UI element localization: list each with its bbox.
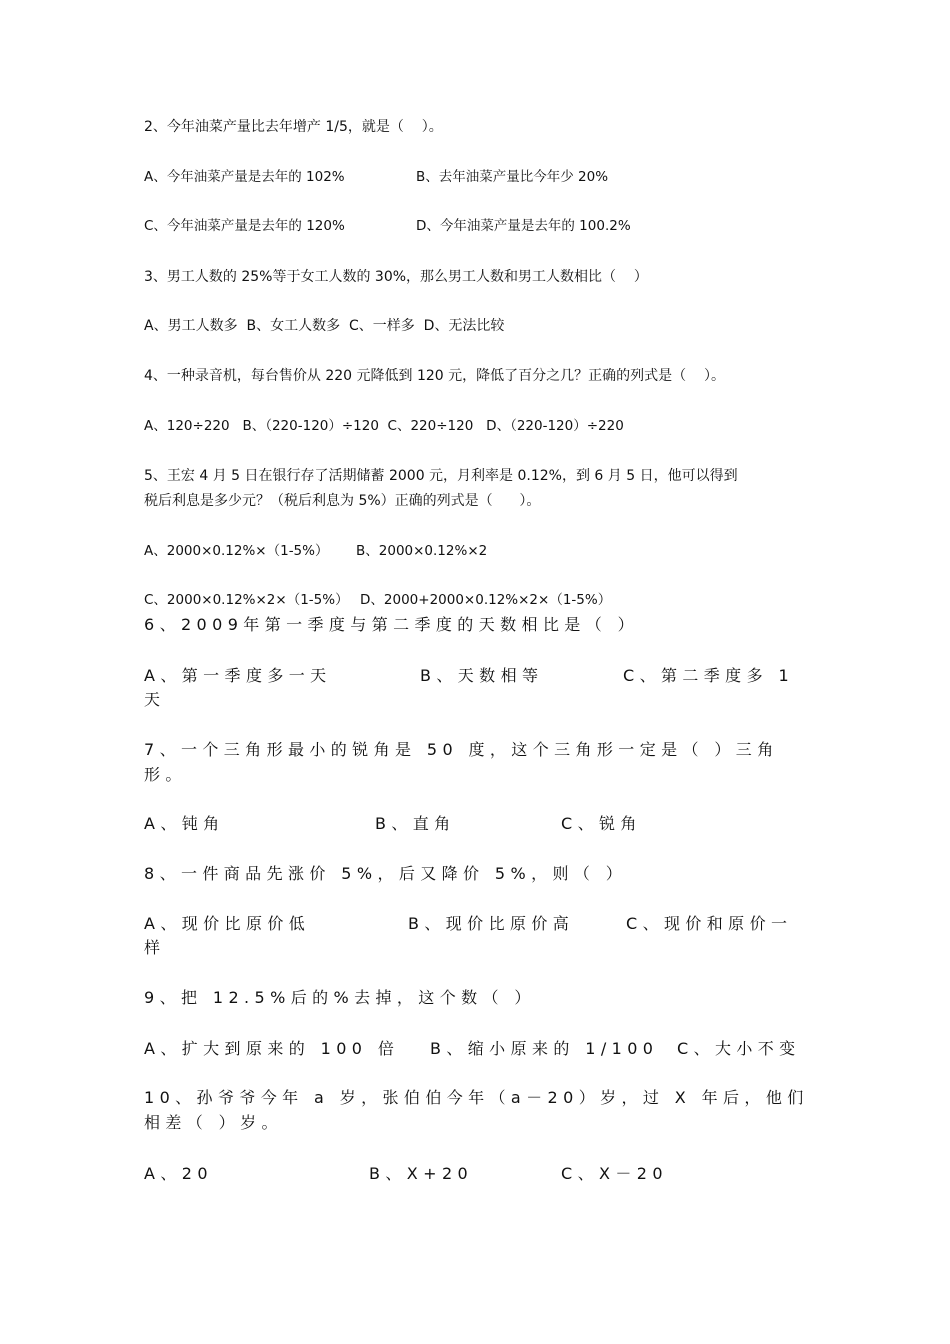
question-7-option-a: A、钝角 (144, 814, 225, 833)
question-6-option-a: A、第一季度多一天 (144, 666, 332, 685)
question-8-option-a: A、现价比原价低 (144, 914, 311, 933)
question-2: 2、今年油菜产量比去年增产 1/5，就是（ ）。 (144, 119, 443, 135)
question-7-option-b: B、直角 (375, 814, 456, 833)
question-10-option-b: B、X+20 (369, 1164, 474, 1183)
question-8-option-c-continued: 样 (144, 938, 166, 957)
question-4: 4、一种录音机，每台售价从 220 元降低到 120 元，降低了百分之几？正确的列式是（ ）。 (144, 368, 725, 384)
question-7-option-c: C、锐角 (561, 814, 642, 833)
question-2-option-c: C、今年油菜产量是去年的 120% (144, 218, 345, 234)
question-10-line-1: 10、孙爷爷今年 a 岁，张伯伯今年（a－20）岁，过 X 年后，他们 (144, 1088, 809, 1107)
question-9-option-b: B、缩小原来的 1/100 (430, 1039, 659, 1058)
question-5-line-2: 税后利息是多少元？（税后利息为 5%）正确的列式是（ ）。 (144, 493, 541, 509)
question-10-option-c: C、X－20 (561, 1164, 668, 1183)
question-2-option-a: A、今年油菜产量是去年的 102% (144, 169, 345, 185)
question-8-option-b: B、现价比原价高 (408, 914, 575, 933)
question-5-line-1: 5、王宏 4 月 5 日在银行存了活期储蓄 2000 元，月利率是 0.12%，到 6 月 5 日，他可以得到 (144, 468, 738, 484)
question-9-option-a: A、扩大到原来的 100 倍 (144, 1039, 400, 1058)
question-3: 3、男工人数的 25%等于女工人数的 30%，那么男工人数和男工人数相比（ ） (144, 269, 648, 285)
question-9: 9、把 12.5%后的%去掉，这个数（ ） (144, 988, 536, 1007)
question-10-line-2: 相差（ ）岁。 (144, 1113, 283, 1132)
question-2-option-b: B、去年油菜产量比今年少 20% (416, 169, 609, 185)
question-7-line-2: 形。 (144, 765, 187, 784)
question-4-options: A、120÷220 B、（220-120）÷120 C、220÷120 D、（220-120）÷220 (144, 418, 624, 434)
question-5-option-d: D、2000+2000×0.12%×2×（1-5%） (360, 592, 612, 608)
question-6-option-c: C、第二季度多 1 (623, 666, 795, 685)
question-2-option-d: D、今年油菜产量是去年的 100.2% (416, 218, 631, 234)
question-5-option-a: A、2000×0.12%×（1-5%） (144, 543, 329, 559)
question-3-options: A、男工人数多 B、女工人数多 C、一样多 D、无法比较 (144, 318, 505, 334)
question-8-option-c: C、现价和原价一 (626, 914, 793, 933)
question-8: 8、一件商品先涨价 5%，后又降价 5%，则（ ） (144, 864, 628, 883)
question-10-option-a: A、20 (144, 1164, 213, 1183)
question-6-option-b: B、天数相等 (420, 666, 544, 685)
question-7-line-1: 7、一个三角形最小的锐角是 50 度，这个三角形一定是（ ）三角 (144, 740, 779, 759)
question-5-option-c: C、2000×0.12%×2×（1-5%） (144, 592, 349, 608)
question-6-option-c-continued: 天 (144, 690, 166, 709)
question-6: 6、2009年第一季度与第二季度的天数相比是（ ） (144, 615, 639, 634)
question-5-option-b: B、2000×0.12%×2 (356, 543, 488, 559)
question-9-option-c: C、大小不变 (677, 1039, 801, 1058)
